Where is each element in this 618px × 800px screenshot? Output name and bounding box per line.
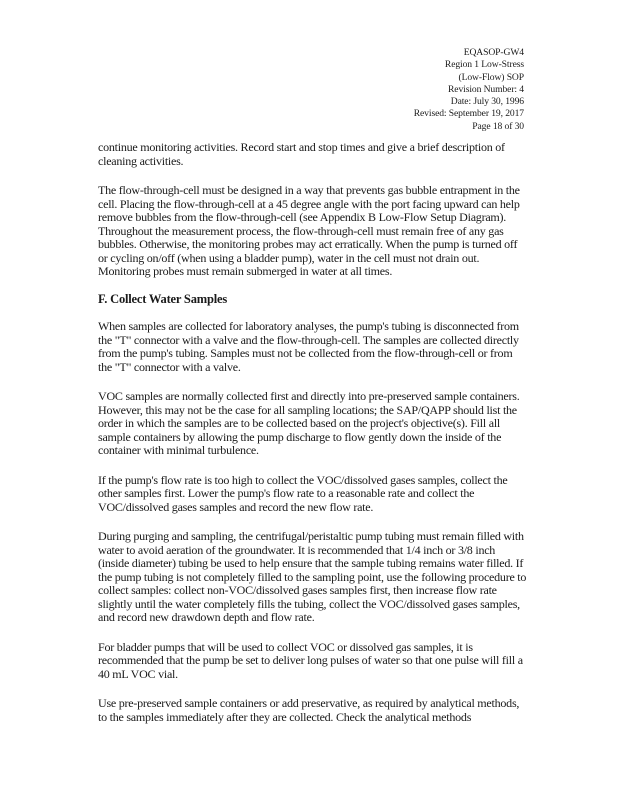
document-header: [304, 47, 524, 133]
paragraph-voc-samples: VOC samples are normally collected first and directly into pre-preserved sample containers. However, this may not be the case for all sampling locations; the SAP/QAPP should list the order in which the samples are to be collected based on the project's objective(s). Fill all sample containers by allowing the pump discharge to flow gently down the inside of the container with minimal turbulence.: [98, 389, 520, 457]
page-number: Page 18 of 30: [472, 120, 524, 132]
document-body: [98, 141, 528, 740]
revision-number: Revision Number: 4: [447, 83, 524, 95]
paragraph-flow-through-cell: The flow-through-cell must be designed in a way that prevents gas bubble entrapment in the cell. Placing the flow-through-cell at a 45 degree angle with the port facing upward can help remove bubbles from the flow-through-cell (see Appendix B Low-Flow Setup Diagram). Throughout the measurement process, the flow-through-cell must remain free of any gas bubbles. Otherwise, the monitoring probes may act erratically. When the pump is turned off or cycling on/off (when using a bladder pump), water in the cell must not drain out. Monitoring probes must remain submerged in water at all times.: [98, 183, 520, 278]
doc-title-line-2: (Low-Flow) SOP: [458, 71, 524, 83]
paragraph-bladder-pumps: For bladder pumps that will be used to collect VOC or dissolved gas samples, it is recommended that the pump be set to deliver long pulses of water so that one pulse will fill a 40 mL VOC vial.: [98, 639, 523, 681]
revised-date: Revised: September 19, 2017: [413, 108, 524, 120]
doc-id: EQASOP-GW4: [463, 47, 524, 58]
original-date: Date: July 30, 1996: [450, 96, 524, 108]
paragraph-flow-rate: If the pump's flow rate is too high to collect the VOC/dissolved gases samples, collect the other samples first. Lower the pump's flow rate to a reasonable rate and collect the VOC/dissolved gases samples and record the new flow rate.: [98, 472, 508, 514]
doc-title-line-1: Region 1 Low-Stress: [444, 59, 524, 71]
paragraph-cleaning: continue monitoring activities. Record start and stop times and give a brief description of cleaning activities.: [98, 140, 505, 168]
paragraph-sample-collection: When samples are collected for laboratory analyses, the pump's tubing is disconnected from the "T" connector with a valve and the flow-through-cell. The samples are collected directly from the pump's tubing. Samples must not be collected from the flow-through-cell or from the "T" connector with a valve.: [98, 319, 519, 374]
section-heading: F. Collect Water Samples: [98, 291, 227, 306]
paragraph-purging: During purging and sampling, the centrifugal/peristaltic pump tubing must remain filled with water to avoid aeration of the groundwater. It is recommended that 1/4 inch or 3/8 inch (inside diameter) tubing be used to help ensure that the sample tubing remains water filled. If the pump tubing is not completely filled to the sampling point, use the following procedure to collect samples: collect non-VOC/dissolved gases samples first, then increase flow rate slightly until the water completely fills the tubing, collect the VOC/dissolved gases samples, and record new drawdown depth and flow rate.: [98, 529, 527, 624]
paragraph-preservatives: Use pre-preserved sample containers or add preservative, as required by analytical methods, to the samples immediately after they are collected. Check the analytical methods: [98, 696, 520, 724]
